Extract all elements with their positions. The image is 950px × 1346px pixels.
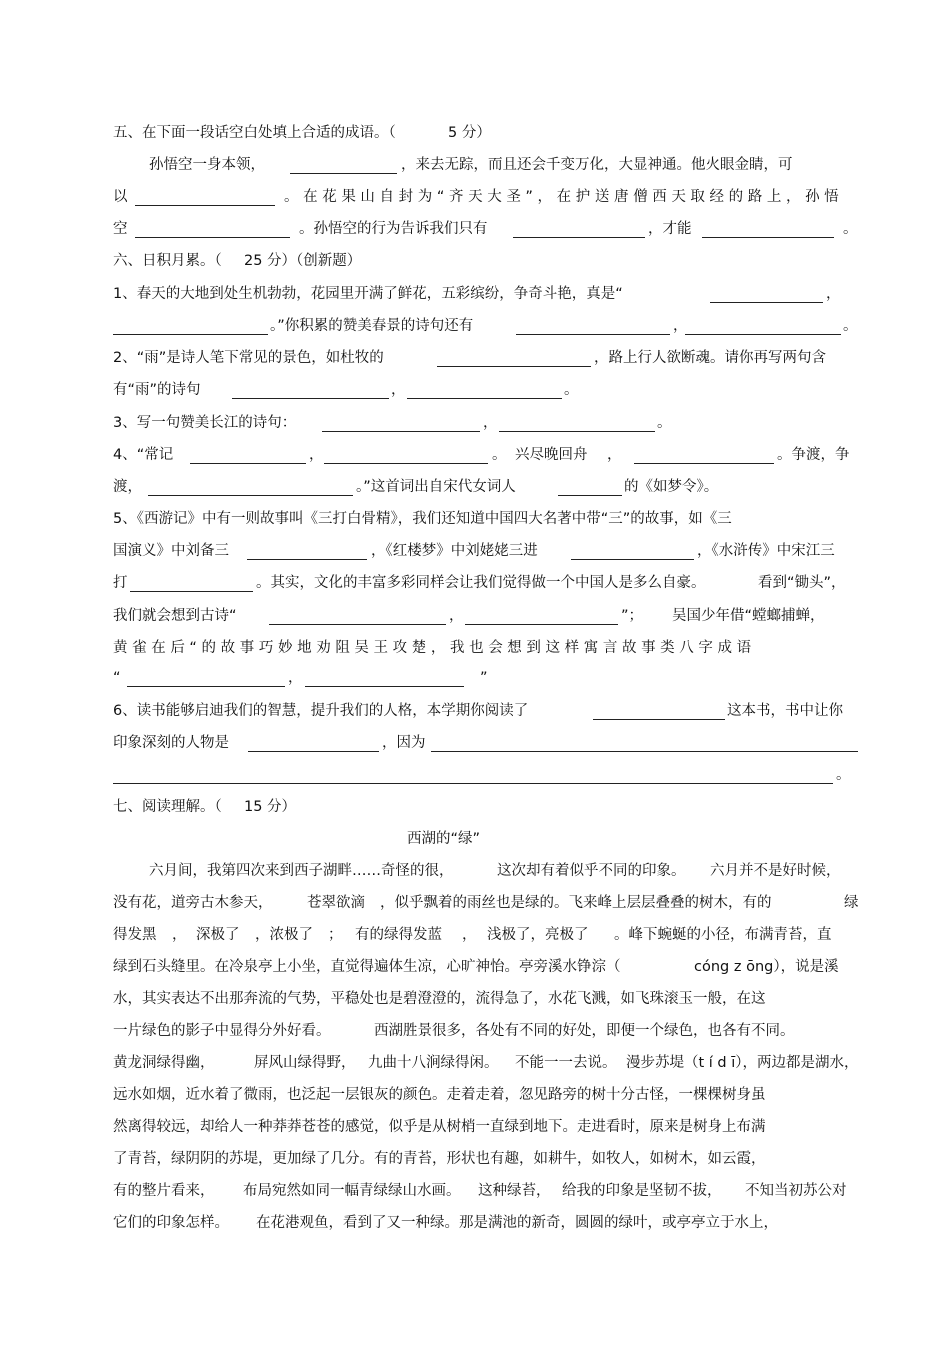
text-segment: 布局宛然如同一幅青绿绿山水画。: [243, 1183, 461, 1199]
text-segment: 水，其实表达不出那奔流的气势，平稳处也是碧澄澄的，流得急了，水花飞溅，如飞珠滚玉一般，在这: [113, 991, 766, 1007]
answer-blank[interactable]: [248, 751, 379, 752]
answer-blank[interactable]: [322, 431, 480, 432]
text-segment: 。其实，文化的丰富多彩同样会让我们觉得做一个中国人是多么自豪。: [256, 575, 706, 591]
text-line: [0, 765, 950, 785]
text-segment: ”: [480, 670, 488, 686]
text-line: [0, 1181, 950, 1201]
text-segment: 。孙悟空的行为告诉我们只有: [299, 221, 488, 237]
text-segment: ；: [328, 927, 343, 943]
text-segment: ，才能: [648, 221, 692, 237]
answer-blank[interactable]: [113, 783, 833, 784]
text-segment: ，: [172, 927, 187, 943]
text-segment: 25 分）（创新题）: [244, 253, 362, 269]
text-segment: 2、“雨”是诗人笔下常见的景色，如杜牧的: [113, 350, 384, 366]
text-segment: 不知当初苏公对: [745, 1183, 847, 1199]
text-segment: 黄龙洞绿得幽，: [113, 1055, 215, 1071]
text-segment: ，: [288, 670, 303, 686]
text-segment: 西湖胜景很多，各处有不同的好处，即便一个绿色，也各有不同。: [374, 1023, 795, 1039]
answer-blank[interactable]: [558, 495, 622, 496]
answer-blank[interactable]: [407, 398, 562, 399]
text-segment: 的《如梦令》。: [624, 479, 719, 495]
text-segment: 6、读书能够启迪我们的智慧，提升我们的人格，本学期你阅读了: [113, 703, 529, 719]
text-segment: 渡，: [113, 479, 142, 495]
text-segment: 有“雨”的诗句: [113, 382, 201, 398]
text-segment: 兴尽晚回舟: [515, 447, 588, 463]
text-segment: 有的绿得发蓝: [355, 927, 442, 943]
text-segment: 。: [843, 318, 858, 334]
text-segment: ，来去无踪，而且还会千变万化，大显神通。他火眼金睛，可: [401, 157, 793, 173]
text-segment: ，《水浒传》中宋江三: [697, 543, 835, 559]
text-line: [0, 509, 950, 529]
answer-blank[interactable]: [516, 334, 670, 335]
text-segment: 在花港观鱼，看到了又一种绿。那是满池的新奇，圆圆的绿叶，或亭亭立于水上，: [256, 1215, 778, 1231]
text-segment: ，《红楼梦》中刘姥姥三进: [371, 543, 538, 559]
answer-blank[interactable]: [290, 173, 397, 174]
text-line: [0, 573, 950, 593]
text-segment: ，: [483, 415, 498, 431]
text-segment: 吴国少年借“螳螂捕蝉，: [672, 608, 825, 624]
answer-blank[interactable]: [135, 237, 290, 238]
text-line: [0, 829, 950, 849]
text-segment: ，: [826, 286, 841, 302]
text-segment: 六月并不是好时候，: [710, 863, 841, 879]
answer-blank[interactable]: [305, 686, 464, 687]
text-segment: 5、《西游记》中有一则故事叫《三打白骨精》，我们还知道中国四大名著中带“三”的故事，如《三: [113, 511, 732, 527]
text-segment: 六月间，我第四次来到西子湖畔……奇怪的很，: [149, 863, 454, 879]
text-segment: 它们的印象怎样。: [113, 1215, 229, 1231]
text-segment: 一片绿色的影子中显得分外好看。: [113, 1023, 331, 1039]
text-line: [0, 1149, 950, 1169]
text-segment: 空: [113, 221, 128, 237]
answer-blank[interactable]: [113, 334, 268, 335]
text-segment: ，因为: [382, 735, 426, 751]
text-segment: 九曲十八涧绿得闲。: [368, 1055, 499, 1071]
text-segment: 给我的印象是坚韧不拔，: [562, 1183, 722, 1199]
text-line: [0, 733, 950, 753]
text-line: [0, 957, 950, 977]
answer-blank[interactable]: [702, 237, 834, 238]
text-segment: 3、写一句赞美长江的诗句：: [113, 415, 297, 431]
text-segment: ，浓极了: [255, 927, 313, 943]
text-line: [0, 413, 950, 433]
text-segment: 。峰下蜿蜒的小径，布满青苔，直: [614, 927, 832, 943]
text-segment: ，: [449, 608, 464, 624]
text-segment: 。”这首词出自宋代女词人: [356, 479, 516, 495]
text-segment: 。: [564, 382, 579, 398]
text-line: [0, 477, 950, 497]
text-line: [0, 380, 950, 400]
text-segment: ，路上行人欲断魂。请你再写两句含: [594, 350, 826, 366]
text-segment: 没有花，道旁古木参天，: [113, 895, 273, 911]
text-segment: 远水如烟，近水着了微雨，也泛起一层银灰的颜色。走着走着，忽见路旁的树十分古怪，一棵棵树身虽: [113, 1087, 766, 1103]
text-line: [0, 797, 950, 817]
text-segment: 以: [113, 189, 128, 205]
text-segment: 得发黑: [113, 927, 157, 943]
text-segment: 打: [113, 575, 128, 591]
text-segment: ，: [673, 318, 688, 334]
answer-blank[interactable]: [499, 431, 655, 432]
text-segment: 。争渡，争: [777, 447, 850, 463]
text-segment: 印象深刻的人物是: [113, 735, 229, 751]
text-line: [0, 219, 950, 239]
answer-blank[interactable]: [431, 751, 858, 752]
text-segment: ，: [309, 447, 324, 463]
text-line: [0, 701, 950, 721]
text-segment: 六、日积月累。（: [113, 253, 222, 269]
text-line: [0, 284, 950, 304]
text-segment: 4、“常记: [113, 447, 174, 463]
answer-blank[interactable]: [269, 624, 446, 625]
text-segment: 不能一一去说。: [515, 1055, 617, 1071]
text-segment: 五、在下面一段话空白处填上合适的成语。（: [113, 125, 396, 141]
text-segment: 漫步苏堤（t í d ī），两边都是湖水，: [626, 1055, 859, 1071]
text-segment: 这次却有着似乎不同的印象。: [497, 863, 686, 879]
text-segment: 黄 雀 在 后 “ 的 故 事 巧 妙 地 劝 阻 吴 王 攻 楚 ， 我 也 会 想 到 这 样 寓 言 故 事 类 八 字 成 语: [113, 640, 752, 656]
text-line: [0, 316, 950, 336]
answer-blank[interactable]: [437, 366, 591, 367]
text-line: [0, 989, 950, 1009]
text-line: [0, 445, 950, 465]
text-segment: 。: [657, 415, 672, 431]
text-segment: 看到“锄头”，: [758, 575, 846, 591]
text-line: [0, 606, 950, 626]
answer-blank[interactable]: [232, 398, 389, 399]
text-line: [0, 893, 950, 913]
text-segment: 。 在 花 果 山 自 封 为 “ 齐 天 大 圣 ” ， 在 护 送 唐 僧 西 天 取 经 的 路 上 ， 孙 悟: [284, 189, 839, 205]
answer-blank[interactable]: [513, 237, 645, 238]
text-segment: 5 分）: [448, 125, 491, 141]
text-line: [0, 251, 950, 271]
text-segment: 这种绿苔，: [478, 1183, 551, 1199]
text-segment: 。: [836, 767, 851, 783]
text-segment: ，似乎飘着的雨丝也是绿的。飞来峰上层层叠叠的树木，有的: [380, 895, 772, 911]
text-segment: 有的整片看来，: [113, 1183, 215, 1199]
answer-blank[interactable]: [465, 624, 618, 625]
text-segment: 深极了: [196, 927, 240, 943]
text-segment: ，: [462, 927, 477, 943]
text-segment: 浅极了，亮极了: [487, 927, 589, 943]
text-line: [0, 668, 950, 688]
text-segment: 苍翠欲滴: [307, 895, 365, 911]
text-segment: 国演义》中刘备三: [113, 543, 229, 559]
text-line: [0, 541, 950, 561]
text-segment: 西湖的“绿”: [407, 831, 481, 847]
answer-blank[interactable]: [685, 334, 841, 335]
text-line: [0, 123, 950, 143]
text-line: [0, 1021, 950, 1041]
text-line: [0, 861, 950, 881]
answer-blank[interactable]: [710, 302, 823, 303]
text-line: [0, 1117, 950, 1137]
text-line: [0, 348, 950, 368]
answer-blank[interactable]: [634, 463, 774, 464]
text-segment: ”；: [621, 608, 644, 624]
text-segment: 15 分）: [244, 799, 297, 815]
text-segment: 1、春天的大地到处生机勃勃，花园里开满了鲜花，五彩缤纷，争奇斗艳，真是“: [113, 286, 623, 302]
text-segment: 屏风山绿得野，: [254, 1055, 356, 1071]
text-segment: 然离得较远，却给人一种莽莽苍苍的感觉，似乎是从树梢一直绿到地下。走进看时，原来是树身上布满: [113, 1119, 766, 1135]
answer-blank[interactable]: [130, 591, 253, 592]
text-segment: 。: [843, 221, 858, 237]
text-segment: ，: [391, 382, 406, 398]
text-line: [0, 925, 950, 945]
answer-blank[interactable]: [135, 205, 275, 206]
text-segment: 绿到石头缝里。在冷泉亭上小坐，直觉得遍体生凉，心旷神怡。亭旁溪水铮淙（: [113, 959, 621, 975]
text-segment: 了青苔，绿阴阴的苏堤，更加绿了几分。有的青苔，形状也有趣，如耕牛，如牧人，如树木，如云霞，: [113, 1151, 766, 1167]
answer-blank[interactable]: [127, 686, 285, 687]
text-segment: 我们就会想到古诗“: [113, 608, 237, 624]
answer-blank[interactable]: [324, 463, 488, 464]
text-line: [0, 1053, 950, 1073]
text-segment: 。”你积累的赞美春景的诗句还有: [270, 318, 474, 334]
text-segment: cóng z ōng），说是溪: [694, 959, 839, 975]
text-line: [0, 1213, 950, 1233]
text-segment: 七、阅读理解。（: [113, 799, 222, 815]
answer-blank[interactable]: [148, 495, 353, 496]
answer-blank[interactable]: [593, 719, 725, 720]
answer-blank[interactable]: [247, 559, 367, 560]
text-line: [0, 638, 950, 658]
text-line: [0, 1085, 950, 1105]
text-segment: 这本书，书中让你: [727, 703, 843, 719]
text-segment: ，: [607, 447, 622, 463]
text-line: [0, 155, 950, 175]
answer-blank[interactable]: [571, 559, 694, 560]
text-segment: “: [113, 670, 121, 686]
text-segment: 。: [492, 447, 507, 463]
text-segment: 孙悟空一身本领，: [149, 157, 265, 173]
text-segment: 绿: [844, 895, 859, 911]
answer-blank[interactable]: [190, 463, 306, 464]
text-line: [0, 187, 950, 207]
